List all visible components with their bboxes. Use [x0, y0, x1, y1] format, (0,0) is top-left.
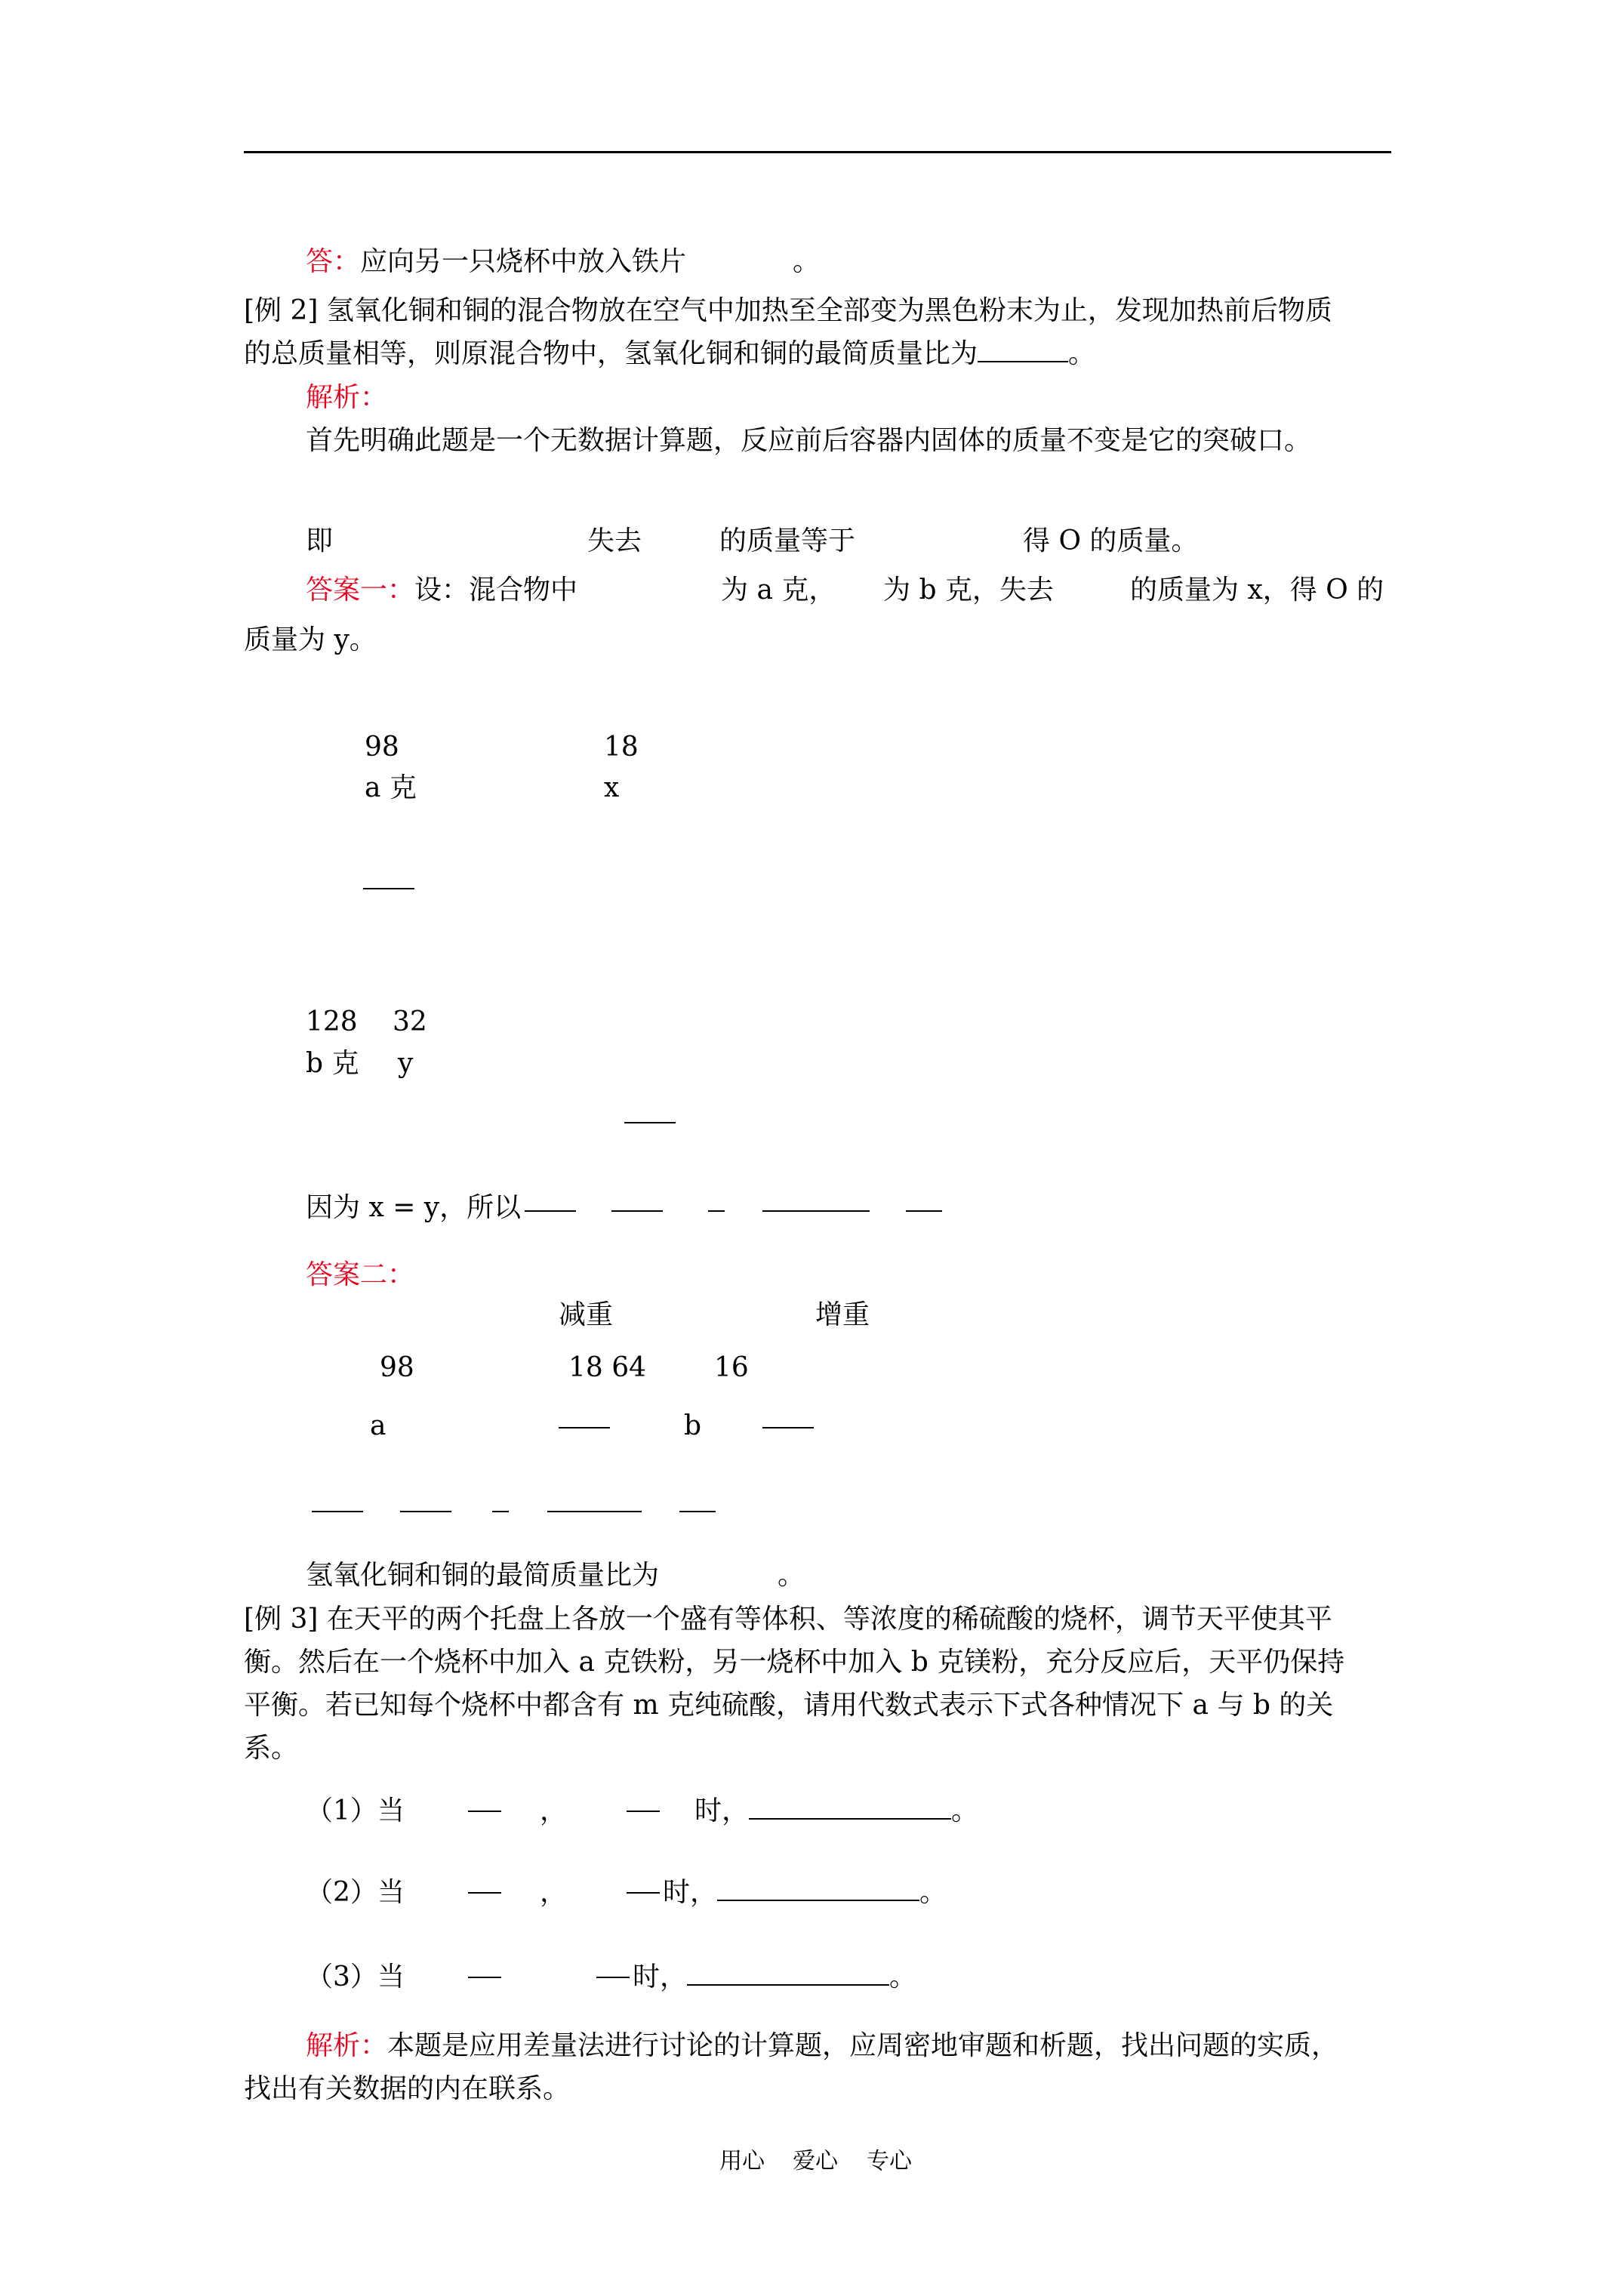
answer-label: 答：	[306, 246, 361, 277]
ex2-zhiliang: 的质量等于	[719, 525, 856, 556]
ex3-case2-label: （2）当	[306, 1877, 405, 1908]
ex2-eq-bar-3	[492, 1511, 509, 1512]
answer-text: 应向另一只烧杯中放入铁片	[360, 246, 687, 277]
ex2-eq-bar-2	[400, 1511, 451, 1512]
ex3-case1-shi	[694, 1795, 978, 1827]
ex3-analysis-line2: 找出有关数据的内在联系。	[244, 2073, 571, 2104]
ex3-case3-frac1	[468, 1977, 501, 1978]
ex2-ans1-b: 为 a 克，	[721, 575, 836, 606]
ex3-analysis-text: 本题是应用差量法进行讨论的计算题，应周密地审题和析题，找出问题的实质，	[387, 2030, 1339, 2061]
ex3-case1-label: （1）当	[306, 1795, 405, 1826]
ex3-line1: [例 3] 在天平的两个托盘上各放一个盛有等体积、等浓度的稀硫酸的烧杯，调节天平使其平	[244, 1604, 1332, 1635]
ex2-x: x	[604, 772, 620, 803]
ex2-a-ke: a 克	[365, 772, 417, 803]
ex3-case1-shi-text: 时，	[694, 1795, 750, 1826]
ex2-analysis-text: 首先明确此题是一个无数据计算题，反应前后容器内固体的质量不变是它的突破口。	[306, 425, 1312, 456]
ex2-line2	[244, 337, 1095, 370]
ex3-line4: 系。	[244, 1733, 299, 1764]
header-rule	[244, 151, 1391, 153]
ex2-eq-bar-4	[547, 1511, 642, 1512]
ex2-eq-bar-1	[312, 1511, 363, 1512]
footer-b: 爱心	[793, 2148, 838, 2174]
ex2-line2-text: 的总质量相等，则原混合物中，氢氧化铜和铜的最简质量比为	[244, 338, 978, 369]
ex2-line2-end: 。	[1068, 338, 1096, 369]
ex2-frac-d	[906, 1210, 942, 1212]
ex3-case3-label: （3）当	[306, 1962, 405, 1992]
ex2-fraction-bar-2	[624, 1122, 676, 1123]
ex2-r98: 98	[380, 1352, 414, 1383]
ex2-because: 因为 x = y，所以	[306, 1192, 522, 1223]
footer-a: 用心	[719, 2148, 765, 2174]
answer-line	[306, 245, 686, 278]
ex3-case3-shi-text: 时，	[633, 1962, 688, 1992]
ex3-line3: 平衡。若已知每个烧杯中都含有 m 克纯硫酸，请用代数式表示下式各种情况下 a 与 b 的关	[244, 1690, 1334, 1721]
answer-end: 。	[793, 246, 821, 277]
ex2-ans1-c: 为 b 克，失去	[883, 575, 1054, 606]
ex3-case2-frac2	[627, 1892, 660, 1894]
ex3-analysis	[306, 2029, 1338, 2062]
ex3-case2-shi	[663, 1876, 947, 1909]
ex3-case3-shi	[633, 1961, 916, 1993]
ex2-ratio-bar-2	[762, 1427, 814, 1428]
ex3-case3-frac2	[596, 1977, 630, 1978]
ex3-case1-frac1	[468, 1811, 501, 1812]
ex2-blank	[978, 338, 1068, 362]
ex3-case1-frac2	[627, 1811, 660, 1812]
ex3-line2: 衡。然后在一个烧杯中加入 a 克铁粉，另一烧杯中加入 b 克镁粉，充分反应后，天平仍保持	[244, 1647, 1345, 1678]
ex2-conclusion: 氢氧化铜和铜的最简质量比为	[306, 1560, 660, 1591]
ex2-conclusion-end: 。	[778, 1560, 805, 1591]
ex2-rb: b	[684, 1410, 702, 1441]
ex2-frac-c	[762, 1210, 870, 1212]
ex2-n128: 128	[306, 1006, 358, 1037]
ex2-ans1-d: 的质量为 x，得 O 的	[1130, 575, 1384, 606]
ex2-eq-bar-5	[679, 1511, 716, 1512]
ex2-n18: 18	[604, 732, 639, 763]
ex2-frac-b	[611, 1210, 663, 1212]
ex2-ans1-line2: 质量为 y。	[244, 624, 377, 655]
ex3-case3-blank	[687, 1962, 889, 1986]
ex3-case3-end: 。	[889, 1962, 917, 1992]
ex3-analysis-label: 解析：	[306, 2030, 388, 2061]
ex2-shiqu: 失去	[587, 525, 642, 556]
ex3-case2-frac1	[468, 1892, 501, 1894]
ex2-analysis-label: 解析：	[306, 382, 388, 413]
ex2-b-ke: b 克	[306, 1048, 359, 1079]
ex2-ji: 即	[306, 525, 334, 556]
ex2-r18-64: 18 64	[568, 1352, 647, 1383]
ex2-line1: [例 2] 氢氧化铜和铜的混合物放在空气中加热至全部变为黑色粉末为止，发现加热前后物质	[244, 295, 1332, 326]
ex3-case1-comma: ，	[540, 1795, 568, 1826]
ex3-case1-blank	[749, 1795, 951, 1820]
ex2-ans1-a: 设：混合物中	[414, 575, 578, 606]
ex2-r16: 16	[714, 1352, 749, 1383]
ex2-jianzhong: 减重	[559, 1299, 614, 1330]
ex3-case2-blank	[717, 1877, 919, 1901]
ex2-y: y	[398, 1048, 414, 1079]
ex2-zengzhong: 增重	[815, 1299, 870, 1330]
ex3-case1-end: 。	[951, 1795, 979, 1826]
ex2-ans1-line1	[306, 574, 577, 606]
ex2-n32: 32	[393, 1006, 427, 1037]
footer-c: 专心	[867, 2148, 912, 2174]
ex3-case2-shi-text: 时，	[663, 1877, 718, 1908]
ex3-case2-end: 。	[919, 1877, 947, 1908]
ex2-de-o: 得 O 的质量。	[1023, 525, 1199, 556]
ex2-n98: 98	[365, 732, 399, 763]
ex2-ans2-label: 答案二：	[306, 1259, 415, 1290]
ex2-ratio-bar-1	[559, 1427, 610, 1428]
ex3-case2-comma: ，	[540, 1877, 568, 1908]
ex2-fraction-bar-1	[363, 888, 414, 889]
ex2-frac-a	[525, 1210, 576, 1212]
ex2-ans1-label: 答案一：	[306, 575, 415, 606]
ex2-ra: a	[370, 1410, 387, 1441]
ex2-eq-dash	[708, 1210, 725, 1212]
